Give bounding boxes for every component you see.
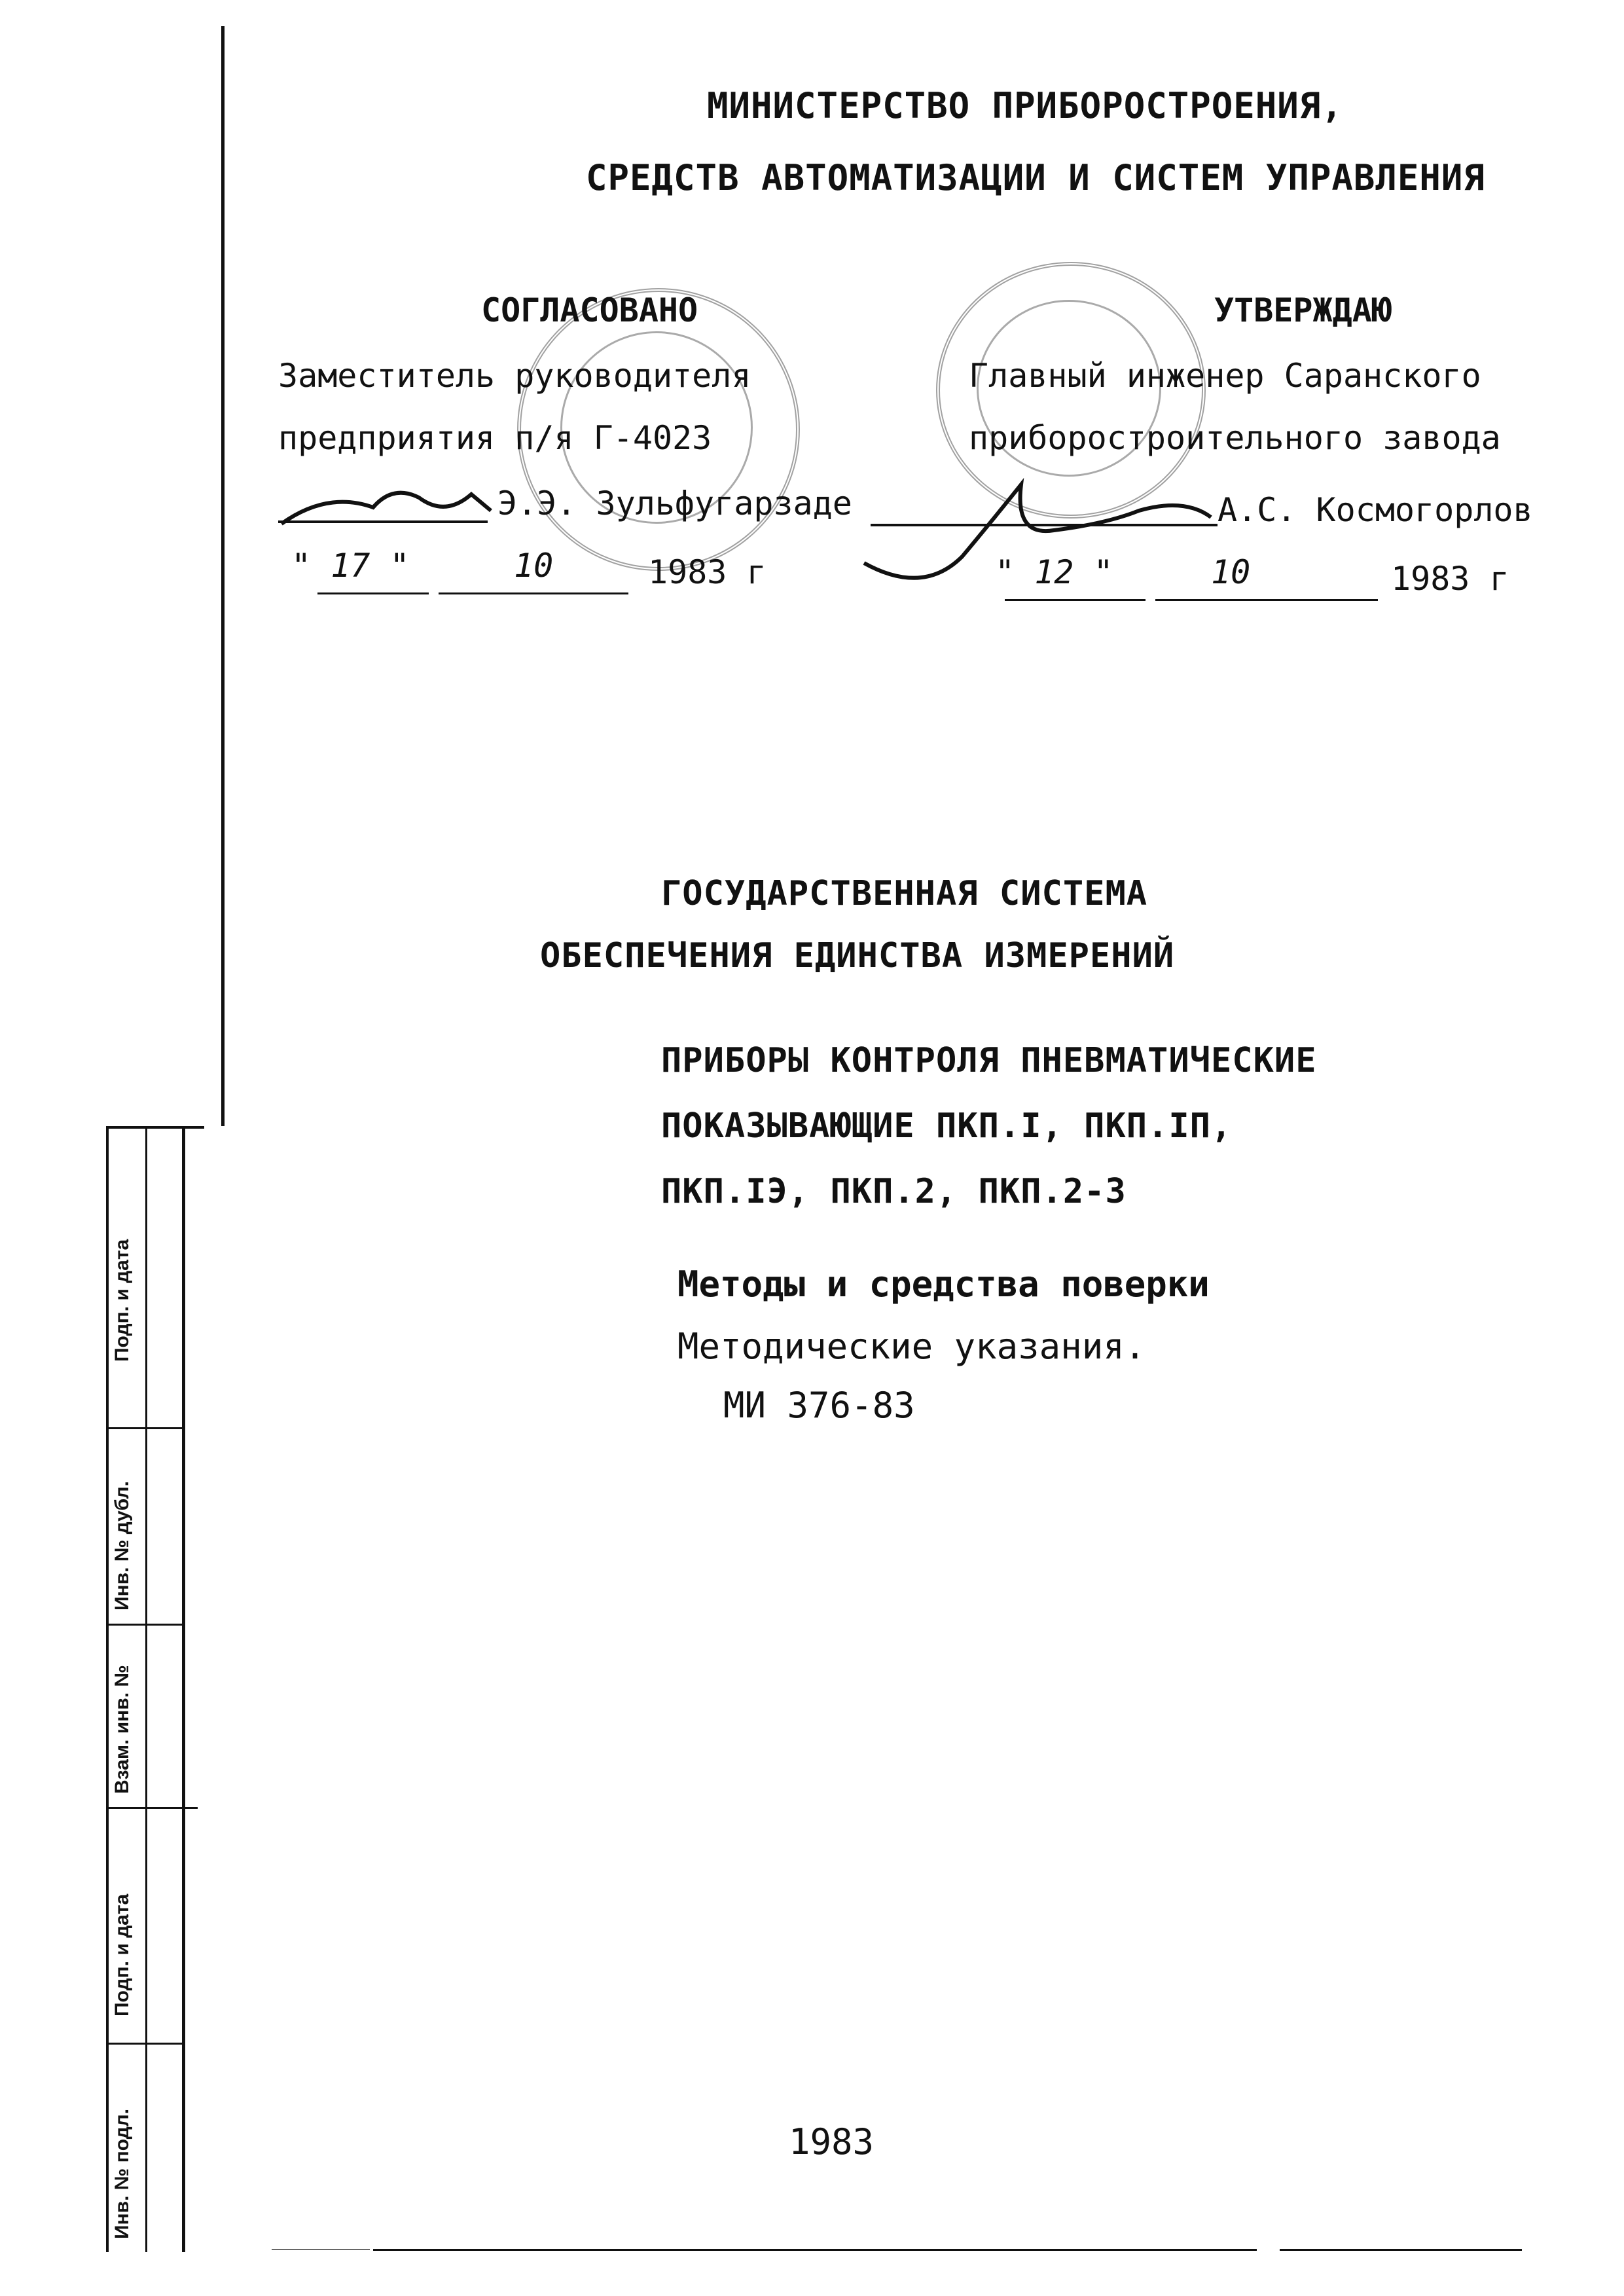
sidebar-top-border: [106, 1126, 204, 1129]
title-line-5: ПКП.IЭ, ПКП.2, ПКП.2-3: [661, 1172, 1127, 1211]
sidebar-label-inv-dubl: Инв. № дубл.: [111, 1481, 133, 1611]
agreed-position-1: Заместитель руководителя: [278, 357, 751, 395]
agreed-month-underline: [439, 592, 628, 594]
approved-year: 1983 г: [1391, 560, 1509, 598]
agreed-name: Э.Э. Зульфугарзаде: [497, 484, 852, 522]
title-line-4: ПОКАЗЫВАЮЩИЕ ПКП.I, ПКП.IП,: [661, 1106, 1233, 1146]
sidebar-separator-4: [106, 2043, 185, 2045]
agreed-year: 1983 г: [648, 553, 767, 591]
approved-month: 10: [1211, 553, 1251, 591]
footer-rule-middle: [373, 2249, 1257, 2251]
sidebar-label-podp-data-upper: Подп. и дата: [111, 1239, 133, 1362]
agreed-day: " 17 ": [291, 547, 410, 585]
ministry-line-2: СРЕДСТВ АВТОМАТИЗАЦИИ И СИСТЕМ УПРАВЛЕНИЯ: [586, 157, 1485, 198]
footer-rule-left: [272, 2249, 370, 2250]
sidebar-divider: [145, 1126, 147, 2252]
ministry-line-1: МИНИСТЕРСТВО ПРИБОРОСТРОЕНИЯ,: [707, 85, 1343, 126]
approved-name: А.С. Космогорлов: [1218, 491, 1533, 529]
sidebar-label-inv-podl: Инв. № подл.: [111, 2108, 133, 2239]
title-line-1: ГОСУДАРСТВЕННАЯ СИСТЕМА: [661, 874, 1148, 913]
subtitle-line-2: Методические указания.: [677, 1326, 1146, 1367]
approved-day-underline: [1005, 599, 1146, 601]
binding-line: [221, 26, 225, 1126]
footer-year: 1983: [789, 2121, 875, 2162]
sidebar-border-left: [106, 1126, 109, 2252]
agreed-month: 10: [514, 547, 554, 585]
approved-position-1: Главный инженер Саранского: [969, 357, 1481, 395]
approved-heading: УТВЕРЖДАЮ: [1214, 291, 1392, 329]
subtitle-line-1: Методы и средства поверки: [677, 1264, 1210, 1305]
agreed-heading: СОГЛАСОВАНО: [481, 291, 698, 329]
signature-right: [844, 471, 1250, 596]
agreed-position-2: предприятия п/я Г-4023: [278, 419, 712, 457]
approved-day: " 12 ": [995, 553, 1113, 591]
title-line-2: ОБЕСПЕЧЕНИЯ ЕДИНСТВА ИЗМЕРЕНИЙ: [540, 936, 1175, 975]
sidebar-separator-3: [106, 1807, 198, 1809]
approved-month-underline: [1155, 599, 1378, 601]
agreed-day-underline: [317, 592, 429, 594]
sidebar-separator-1: [106, 1427, 185, 1429]
sidebar-separator-2: [106, 1624, 185, 1626]
signature-left: [275, 471, 537, 543]
document-code: МИ 376-83: [723, 1385, 915, 1426]
approved-position-2: приборостроительного завода: [969, 419, 1501, 457]
title-line-3: ПРИБОРЫ КОНТРОЛЯ ПНЕВМАТИЧЕСКИЕ: [661, 1041, 1317, 1080]
sidebar-label-vzam-inv: Взам. инв. №: [111, 1665, 133, 1794]
binding-line-lower: [182, 1126, 185, 2252]
footer-rule-right: [1280, 2249, 1522, 2251]
sidebar-label-podp-data-lower: Подп. и дата: [111, 1893, 133, 2016]
